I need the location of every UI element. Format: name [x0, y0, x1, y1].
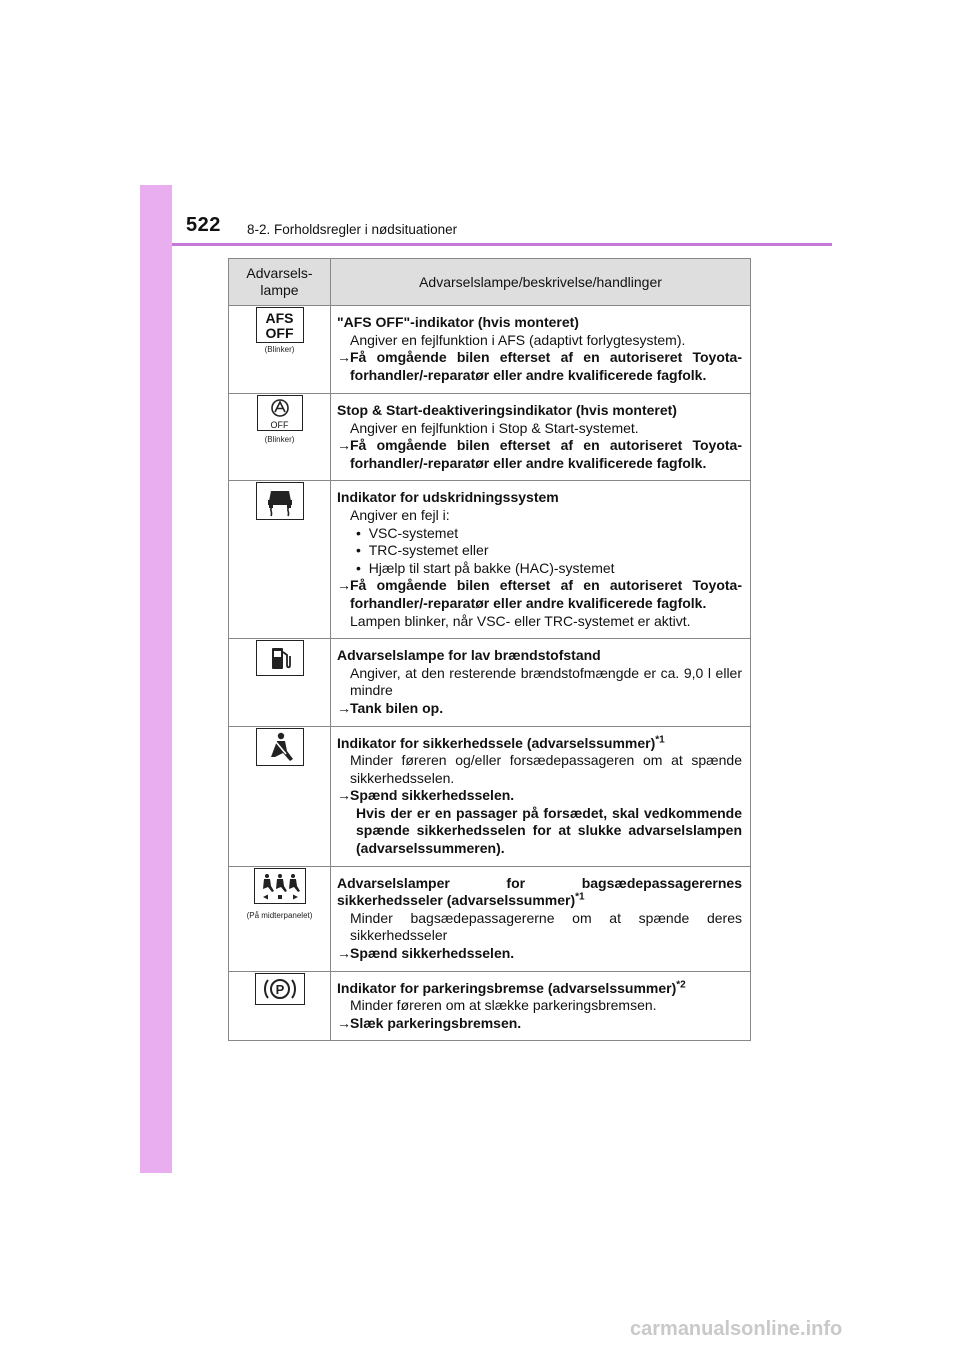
list-item: • TRC-systemet eller [356, 542, 489, 559]
row-description: Minder bagsædepassagererne om at spænde deres sikkerhedsseler [350, 909, 742, 944]
rear-seatbelt-icon [254, 868, 306, 904]
afs-off-icon: AFS OFF [256, 307, 304, 343]
seatbelt-icon [256, 728, 304, 766]
list-item: • Hjælp til start på bakke (HAC)-systemet [356, 559, 615, 576]
table-row [229, 394, 751, 481]
row-title: Advarselslamper for bagsædepassagerernes sikkerhedsseler (advarselssummer)$^{*1}$ [337, 874, 742, 909]
row-description: Minder føreren om at slække parkeringsbremsen. [350, 997, 657, 1014]
row-action: →Spænd sikkerhedsselen. [337, 945, 515, 962]
svg-text:P: P [275, 981, 284, 997]
table-header-row [229, 259, 751, 306]
table-row [229, 639, 751, 726]
row-description: Angiver, at den resterende brændstofmængde er ca. 9,0 l eller mindre [350, 664, 742, 699]
parking-brake-icon [255, 973, 305, 1005]
row-action: →Tank bilen op. [337, 699, 444, 716]
row-action: →Få omgående bilen efterset af en autoriseret Toyota-forhandler/-reparatør eller andre kvalificerede fagfolk. [337, 349, 742, 383]
table-row [229, 971, 751, 1041]
warning-lamp-table [228, 258, 751, 1041]
table-row [229, 481, 751, 639]
row-title: Stop & Start-deaktiveringsindikator (hvis monteret) [337, 402, 677, 418]
stop-start-off-icon: OFF [257, 395, 303, 431]
side-color-band [140, 185, 172, 1173]
table-row [229, 866, 751, 971]
list-item: • VSC-systemet [356, 524, 459, 541]
row-description: Angiver en fejlfunktion i Stop & Start-systemet. [350, 419, 639, 436]
row-description: Minder føreren og/eller forsædepassageren om at spænde sikkerhedsselen. [350, 752, 742, 786]
column-header-description: Advarselslampe/beskrivelse/handlinger [331, 259, 751, 306]
table-row [229, 306, 751, 394]
icon-caption: (Blinker) [264, 345, 295, 354]
row-description: Angiver en fejlfunktion i AFS (adaptivt forlygtesystem). [350, 331, 686, 348]
arrow-icon: → [337, 577, 351, 594]
row-title: Indikator for udskridningssystem [337, 489, 559, 506]
icon-caption: (Blinker) [264, 435, 295, 444]
table-row [229, 726, 751, 866]
row-action: →Få omgående bilen efterset af en autoriseret Toyota-forhandler/-reparatør eller andre kvalificerede fagfolk. [337, 577, 742, 611]
skid-control-icon [256, 482, 304, 520]
row-action: →Spænd sikkerhedsselen. [337, 787, 515, 804]
icon-caption: (På midterpanelet) [246, 910, 313, 920]
arrow-icon: → [337, 437, 351, 454]
row-note: Lampen blinker, når VSC- eller TRC-systemet er aktivt. [350, 612, 691, 629]
footer-watermark: carmanualsonline.info [630, 1318, 843, 1340]
row-title: Indikator for parkeringsbremse (advarselssummer)$^{*2}$ [337, 978, 686, 996]
row-action: →Få omgående bilen efterset af en autoriseret Toyota-forhandler/-reparatør eller andre kvalificerede fagfolk. [337, 437, 742, 471]
section-title: 8-2. Forholdsregler i nødsituationer [247, 222, 458, 237]
arrow-icon: → [337, 349, 351, 366]
row-title: "AFS OFF"-indikator (hvis monteret) [337, 314, 579, 330]
arrow-icon: → [337, 1014, 351, 1031]
row-title: Indikator for sikkerhedssele (advarselssummer)$^{*1}$ [337, 733, 665, 751]
arrow-icon: → [337, 699, 351, 716]
row-action-detail: Hvis der er en passager på forsædet, skal vedkommende spænde sikkerhedsselen for at slukke advarselslampen (advarselssummeren). [356, 804, 742, 857]
arrow-icon: → [337, 787, 351, 804]
column-header-lamp: Advarsels- lampe [229, 259, 331, 306]
row-description: Angiver en fejl i: [350, 506, 450, 523]
arrow-icon: → [337, 945, 351, 962]
page-number: 522 [186, 214, 221, 236]
fuel-pump-icon [256, 640, 304, 676]
header-rule [172, 243, 832, 246]
row-action: →Slæk parkeringsbremsen. [337, 1014, 522, 1031]
row-title: Advarselslampe for lav brændstofstand [337, 647, 601, 664]
